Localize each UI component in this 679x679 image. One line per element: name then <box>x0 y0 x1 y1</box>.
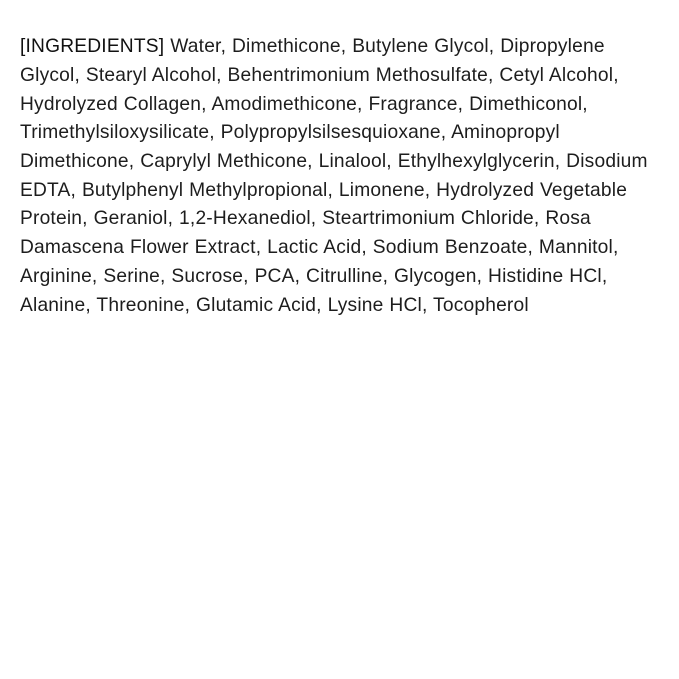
ingredients-paragraph <box>20 33 659 320</box>
ingredients-list-text: Water, Dimethicone, Butylene Glycol, Dipropylene Glycol, Stearyl Alcohol, Behentrimonium Methosulfate, Cetyl Alcohol, Hydrolyzed Collagen, Amodimethicone, Fragrance, Dimethiconol, Trimethylsiloxysilicate, Polypropylsilsesquioxane, Aminopropyl Dimethicone, Caprylyl Methicone, Linalool, Ethylhexylglycerin, Disodium EDTA, Butylphenyl Methylpropional, Limonene, Hydrolyzed Vegetable Protein, Geraniol, 1,2-Hexanediol, Steartrimonium Chloride, Rosa Damascena Flower Extract, Lactic Acid, Sodium Benzoate, Mannitol, Arginine, Serine, Sucrose, PCA, Citrulline, Glycogen, Histidine HCl, Alanine, Threonine, Glutamic Acid, Lysine HCl, Tocopherol <box>20 36 648 316</box>
ingredients-heading: [INGREDIENTS] <box>20 36 165 58</box>
